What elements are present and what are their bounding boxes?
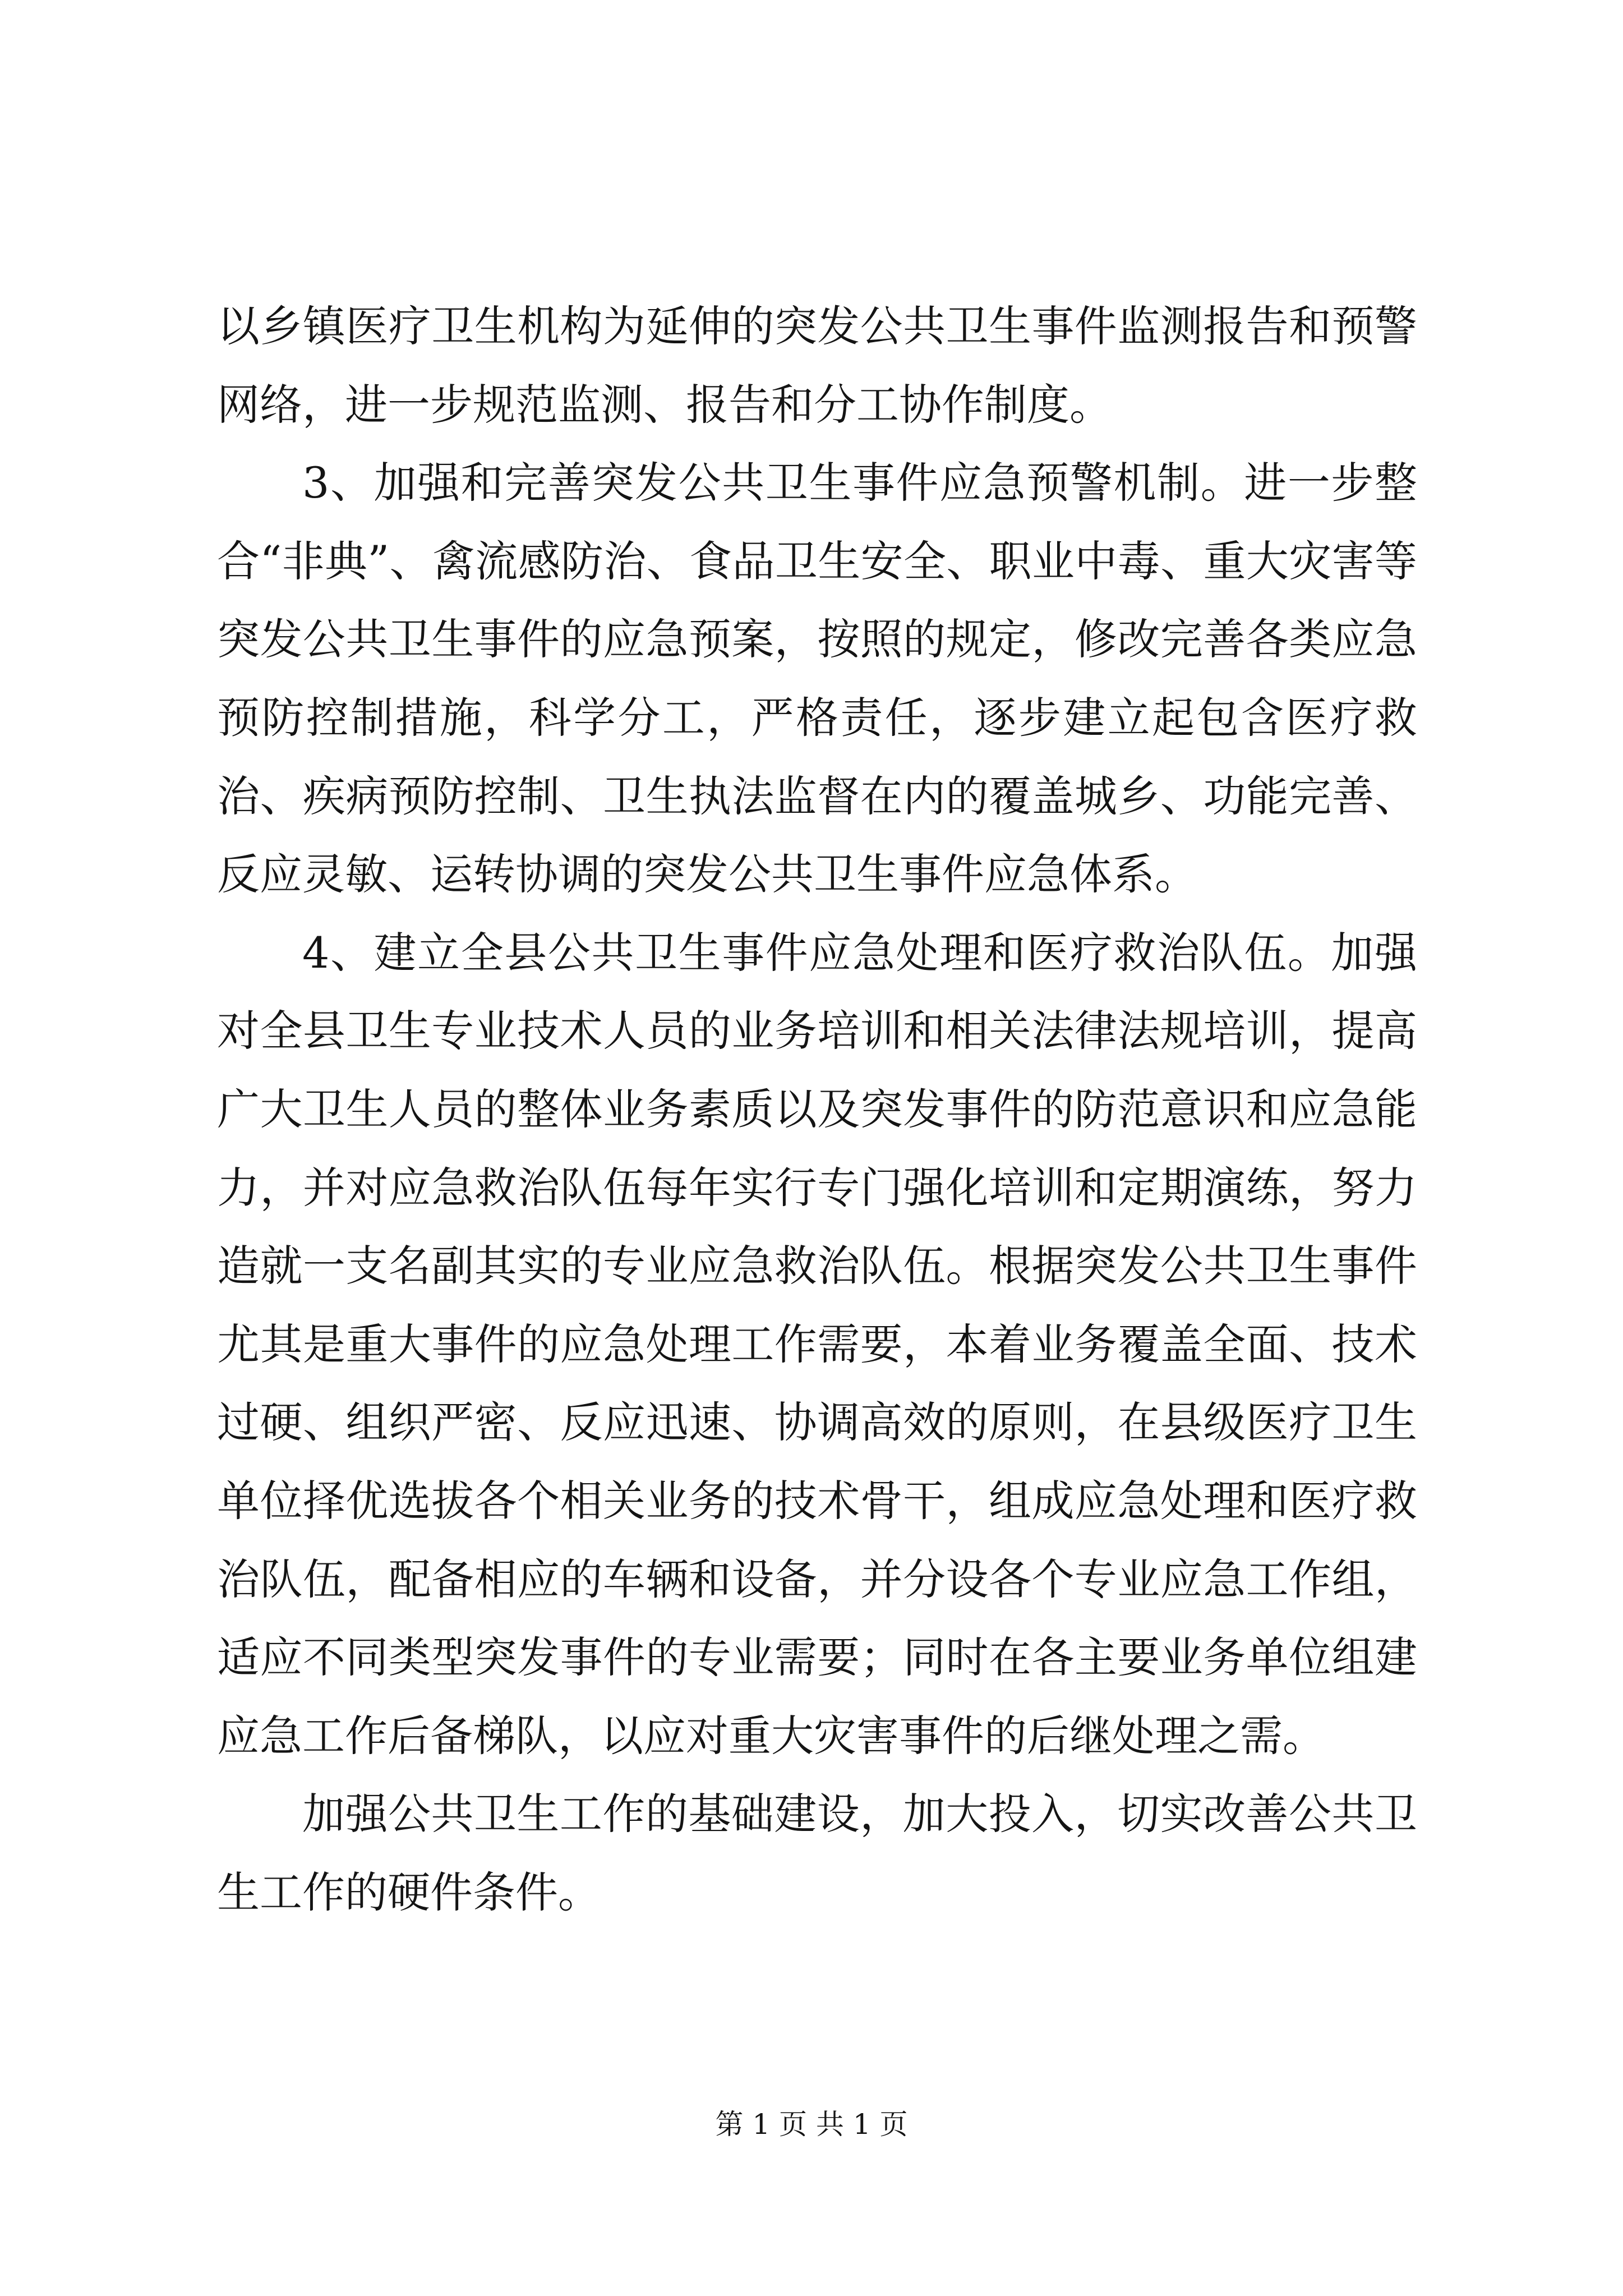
paragraph-1: 以乡镇医疗卫生机构为延伸的突发公共卫生事件监测报告和预警网络，进一步规范监测、报告和分工协作制度。 <box>217 301 1417 430</box>
document-body <box>217 287 1417 1931</box>
paragraph-3: 4、建立全县公共卫生事件应急处理和医疗救治队伍。加强对全县卫生专业技术人员的业务培训和相关法律法规培训，提高广大卫生人员的整体业务素质以及突发事件的防范意识和应急能力，并对应急救治队伍每年实行专门强化培训和定期演练，努力造就一支名副其实的专业应急救治队伍。根据突发公共卫生事件尤其是重大事件的应急处理工作需要，本着业务覆盖全面、技术过硬、组织严密、反应迅速、协调高效的原则，在县级医疗卫生单位择优选拔各个相关业务的技术骨干，组成应急处理和医疗救治队伍，配备相应的车辆和设备，并分设各个专业应急工作组，适应不同类型突发事件的专业需要；同时在各主要业务单位组建应急工作后备梯队，以应对重大灾害事件的后继处理之需。 <box>217 927 1417 1761</box>
paragraph-4: 加强公共卫生工作的基础建设，加大投入，切实改善公共卫生工作的硬件条件。 <box>217 1789 1417 1917</box>
page-number-footer: 第 1 页 共 1 页 <box>715 2108 908 2141</box>
paragraph-2: 3、加强和完善突发公共卫生事件应急预警机制。进一步整合“非典”、禽流感防治、食品卫生安全、职业中毒、重大灾害等突发公共卫生事件的应急预案，按照的规定，修改完善各类应急预防控制措施，科学分工，严格责任，逐步建立起包含医疗救治、疾病预防控制、卫生执法监督在内的覆盖城乡、功能完善、反应灵敏、运转协调的突发公共卫生事件应急体系。 <box>217 458 1417 900</box>
